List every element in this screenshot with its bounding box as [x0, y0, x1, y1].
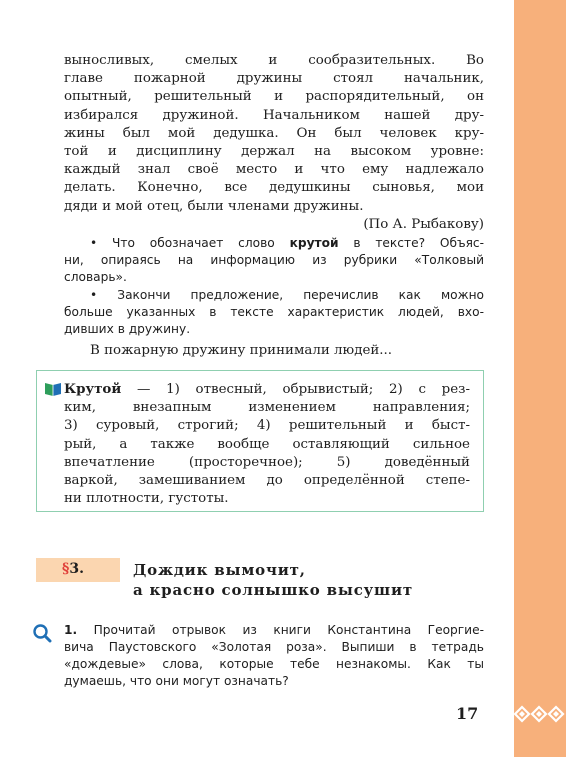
- magnifier-icon: [32, 623, 52, 643]
- task-line: ни, опираясь на информацию из рубрики «Толковый: [64, 253, 484, 267]
- dictionary-line: варкой, замешиванием до определённой степе-: [64, 473, 470, 489]
- page-number: 17: [456, 704, 479, 723]
- section-number-text: 3.: [69, 561, 84, 577]
- exercise-line: думаешь, что они могут означать?: [64, 674, 289, 688]
- dictionary-line: 3) суровый, строгий; 4) решительный и быст-: [64, 418, 470, 434]
- section-title-line-2: а красно солнышко высушит: [133, 581, 413, 599]
- sentence-start-text: В пожарную дружину принимали людей...: [90, 343, 393, 358]
- task-keyword: крутой: [289, 236, 339, 250]
- paragraph-sign: §: [62, 561, 70, 577]
- task-text: в тексте? Объяс-: [338, 236, 485, 250]
- task-text: • Что обозначает слово: [90, 236, 290, 250]
- diamond-ornament: [514, 704, 566, 724]
- story-line: каждый знал своё место и что ему надлежало: [64, 162, 484, 178]
- task-question-2: [64, 287, 484, 338]
- story-line: делать. Конечно, все дедушкины сыновья, мои: [64, 180, 484, 196]
- task-line: словарь».: [64, 270, 127, 284]
- story-line: жины был мой дедушка. Он был человек кру-: [64, 125, 484, 141]
- dictionary-line: ни плотности, густоты.: [64, 491, 229, 507]
- task-question-1: [64, 235, 484, 286]
- dictionary-line: рый, а также вообще оставляющий сильное: [64, 436, 470, 452]
- exercise-line: «дождевые» слова, которые тебе незнакомы. Как ты: [64, 657, 484, 671]
- sentence-start: [64, 342, 484, 360]
- story-line: той и дисциплину держал на высоком уровне:: [64, 144, 484, 160]
- story-line: опытный, решительный и распорядительный, он: [64, 89, 484, 105]
- story-line: дяди и мой отец, были членами дружины.: [64, 198, 364, 214]
- exercise-1: [64, 622, 484, 690]
- exercise-line: вича Паустовского «Золотая роза». Выпиши в тетрадь: [64, 640, 484, 654]
- section-title-line-1: Дождик вымочит,: [133, 561, 306, 579]
- story-line: главе пожарной дружины стоял начальник,: [64, 71, 484, 87]
- section-title: [133, 560, 413, 600]
- story-paragraph: [64, 52, 484, 234]
- task-line: дивших в дружину.: [64, 322, 191, 336]
- dictionary-line: ким, внезапным изменением направления;: [64, 400, 470, 416]
- task-line: • Закончи предложение, перечислив как можно: [90, 288, 484, 302]
- dictionary-line: впечатление (просторечное); 5) доведённый: [64, 454, 470, 470]
- section-number: [62, 561, 84, 577]
- story-line: избирался дружиной. Начальником нашей дру-: [64, 107, 484, 123]
- side-color-strip: [514, 0, 566, 757]
- story-line: выносливых, смелых и сообразительных. Во: [64, 53, 484, 68]
- task-line: больше указанных в тексте характеристик людей, вхо-: [64, 305, 484, 319]
- exercise-number: 1.: [64, 623, 78, 637]
- dictionary-text: — 1) отвесный, обрывистый; 2) с рез-: [121, 382, 470, 397]
- book-icon: [44, 383, 62, 396]
- dictionary-term: Крутой: [64, 381, 122, 397]
- dictionary-entry: [64, 380, 470, 508]
- exercise-text: Прочитай отрывок из книги Константина Георгие-: [77, 623, 484, 637]
- story-source: (По А. Рыбакову): [363, 216, 484, 232]
